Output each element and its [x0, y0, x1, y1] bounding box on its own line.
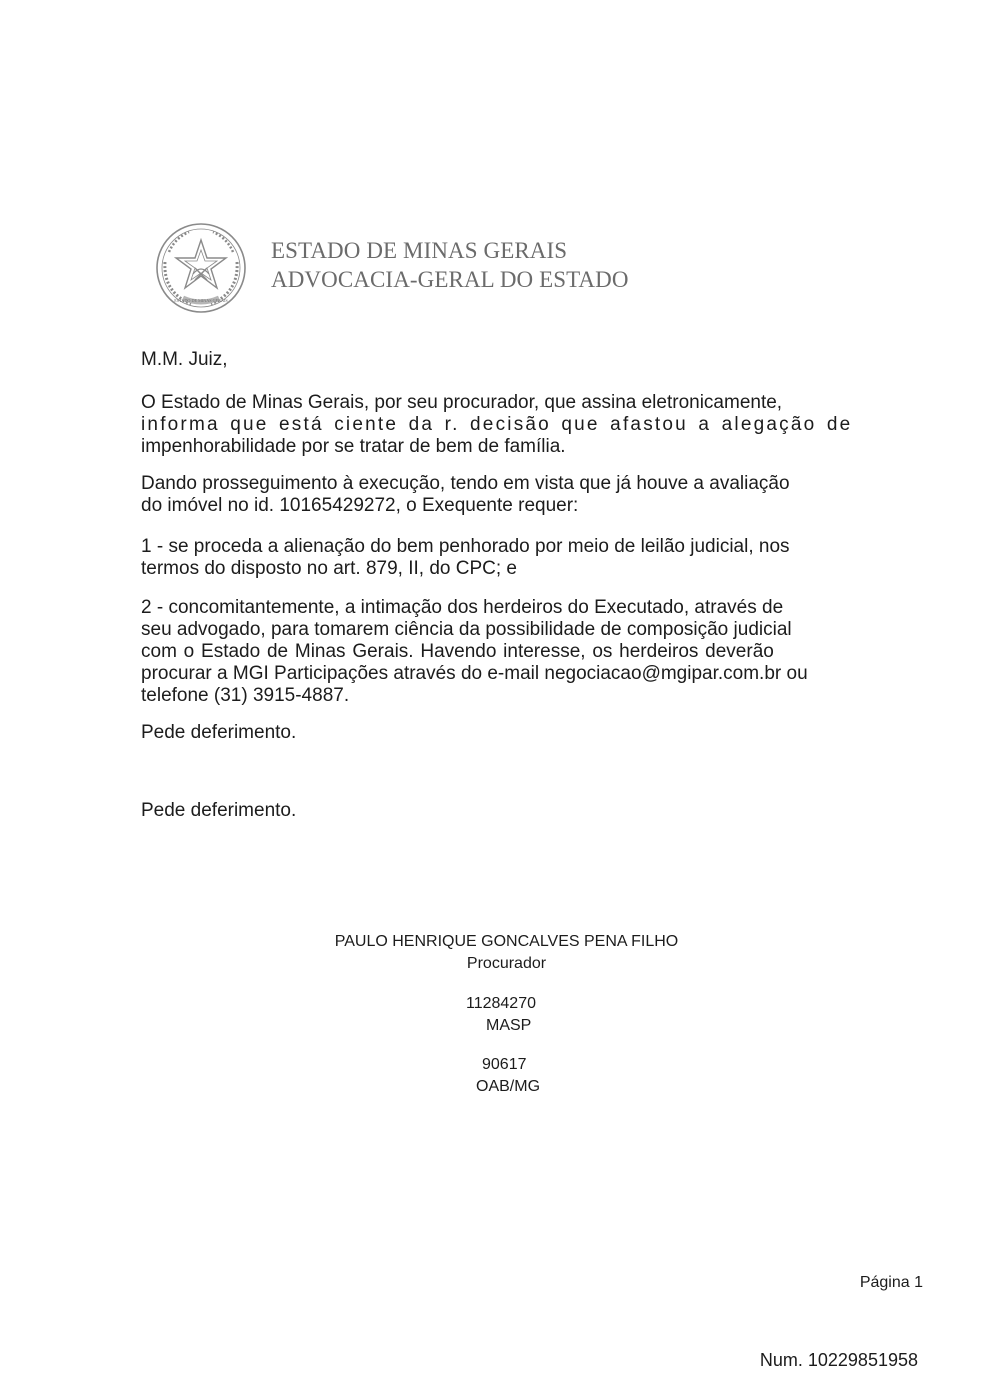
letterhead-state-name: ESTADO DE MINAS GERAIS [271, 238, 568, 263]
paragraph-line: com o Estado de Minas Gerais. Havendo interesse, os herdeiros deverão [141, 641, 774, 662]
paragraph-line: telefone (31) 3915-4887. [141, 685, 350, 706]
paragraph-line: procurar a MGI Participações através do e-mail negociacao@mgipar.com.br ou [141, 663, 808, 684]
closing-line: Pede deferimento. [141, 722, 297, 743]
salutation: M.M. Juiz, [141, 349, 228, 370]
paragraph-line: impenhorabilidade por se tratar de bem de família. [141, 436, 566, 457]
paragraph-line: 1 - se proceda a alienação do bem penhorado por meio de leilão judicial, nos [141, 536, 790, 557]
svg-text:ESTADO DE MINAS GERAIS: ESTADO DE MINAS GERAIS [174, 298, 228, 303]
paragraph-item-2 [141, 597, 882, 707]
minas-gerais-seal-logo [155, 222, 247, 314]
paragraph-acknowledgement [141, 392, 882, 458]
oab-number: 90617 [482, 1056, 527, 1073]
oab-label: OAB/MG [476, 1078, 541, 1095]
paragraph-request-intro [141, 473, 882, 517]
paragraph-line: O Estado de Minas Gerais, por seu procurador, que assina eletronicamente, [141, 392, 783, 413]
signatory-name: PAULO HENRIQUE GONCALVES PENA FILHO [334, 933, 679, 950]
closing-line-repeat: Pede deferimento. [141, 800, 297, 821]
masp-label: MASP [486, 1017, 532, 1034]
paragraph-line: seu advogado, para tomarem ciência da possibilidade de composição judicial [141, 619, 792, 640]
paragraph-line: termos do disposto no art. 879, II, do CPC; e [141, 558, 517, 579]
paragraph-item-1 [141, 536, 882, 580]
paragraph-line: do imóvel no id. 10165429272, o Exequente requer: [141, 495, 579, 516]
masp-number: 11284270 [466, 995, 536, 1012]
paragraph-line: informa que está ciente da r. decisão que afastou a alegação de [141, 414, 853, 435]
document-number: Num. 10229851958 [759, 1350, 918, 1370]
paragraph-line: Dando prosseguimento à execução, tendo em vista que já houve a avaliação [141, 473, 790, 494]
page-number: Página 1 [859, 1274, 923, 1291]
letterhead [271, 236, 629, 294]
letterhead-agency-name: ADVOCACIA-GERAL DO ESTADO [271, 267, 629, 292]
paragraph-line: 2 - concomitantemente, a intimação dos herdeiros do Executado, através de [141, 597, 784, 618]
signatory-role: Procurador [466, 955, 547, 972]
